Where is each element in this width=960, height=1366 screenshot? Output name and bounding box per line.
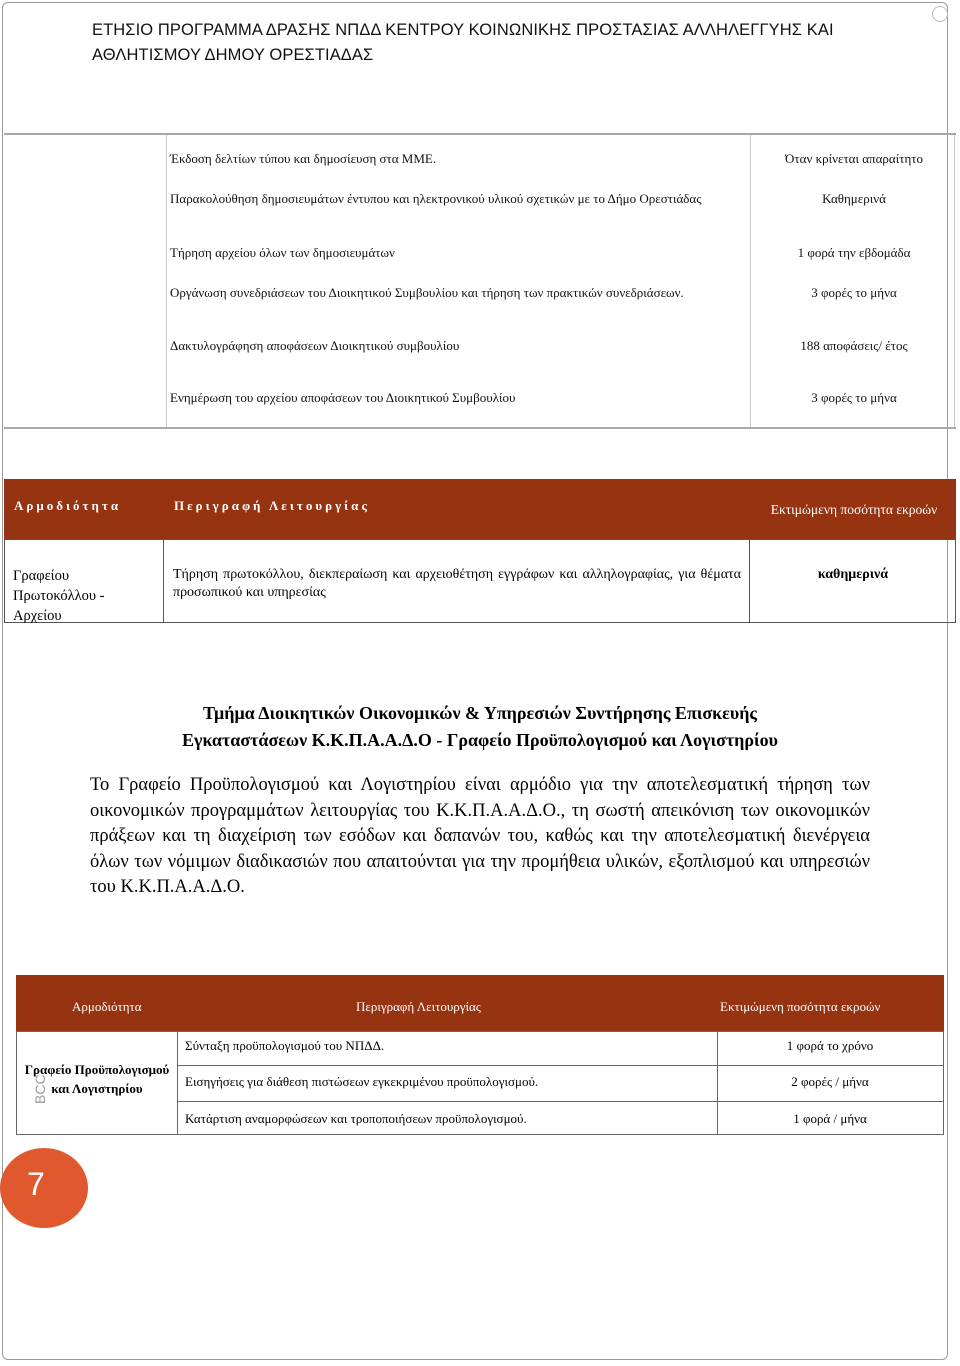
protocol-table-header bbox=[4, 479, 956, 539]
table-row-task: Δακτυλογράφηση αποφάσεων Διοικητικού συμβουλίου bbox=[170, 338, 460, 353]
table-row-frequency: 188 αποφάσεις/ έτος bbox=[800, 338, 908, 353]
table-row-task: Ενημέρωση του αρχείου αποφάσεων του Διοικητικού Συμβουλίου bbox=[170, 390, 516, 405]
section-title-line-1: Τμήμα Διοικητικών Οικονομικών & Υπηρεσιών Συντήρησης Επισκευής bbox=[202, 703, 758, 723]
column-divider bbox=[954, 135, 955, 427]
task-description: Τήρηση πρωτοκόλλου, διεκπεραίωση και αρχειοθέτηση εγγράφων και αλληλογραφίας, για θέματα προσωπικού και υπηρεσίας bbox=[173, 567, 741, 600]
section-title bbox=[90, 700, 870, 754]
document-header bbox=[92, 18, 892, 68]
section-title-line-2: Εγκαταστάσεων Κ.Κ.Π.Α.Α.Δ.Ο - Γραφείο Προϋπολογισμού και Λογιστηρίου bbox=[182, 730, 778, 750]
row-divider bbox=[177, 1065, 943, 1066]
header-line-1: ΕΤΗΣΙΟ ΠΡΟΓΡΑΜΜΑ ΔΡΑΣΗΣ ΝΠΔΔ ΚΕΝΤΡΟΥ ΚΟΙΝΩΝΙΚΗΣ ΠΡΟΣΤΑΣΙΑΣ ΑΛΛΗΛΕΓΓΥΗΣ ΚΑΙ bbox=[92, 21, 834, 39]
table-row-frequency: 1 φορά την εβδομάδα bbox=[797, 245, 911, 260]
table-row-task: Παρακολούθηση δημοσιευμάτων έντυπου και ηλεκτρονικού υλικού σχετικών με το Δήμο Ορεστιάδας bbox=[170, 191, 702, 206]
corner-circle-icon bbox=[932, 6, 948, 22]
table-row-frequency: 3 φορές το μήνα bbox=[811, 390, 897, 405]
column-header-description: Περιγραφή Λειτουργίας bbox=[174, 498, 370, 513]
task-frequency: καθημερινά bbox=[817, 567, 889, 582]
table-row-frequency: 3 φορές το μήνα bbox=[811, 285, 897, 300]
section-paragraph: Το Γραφείο Προϋπολογισμού και Λογιστηρίου είναι αρμόδιο για την αποτελεσματική τήρηση των οικονομικών προγραμμάτων λειτουργίας του Κ.Κ.Π.Α.Α.Δ.Ο., τη σωστή απεικόνιση των οικονομικών πράξεων και τη διαχείριση των εσόδων και δαπανών του, καθώς και την αποτελεσματική διενέργεια όλων των νόμιμων διαδικασιών που απαιτούνται για την προμήθεια υλικών, εξοπλισμού και υπηρεσιών του Κ.Κ.Π.Α.Α.Δ.Ο. bbox=[90, 775, 870, 897]
budget-table-header bbox=[16, 975, 944, 1031]
column-divider bbox=[750, 135, 751, 427]
budget-table-body bbox=[16, 1031, 944, 1135]
table-row-task: Σύνταξη προϋπολογισμού του ΝΠΔΔ. bbox=[185, 1038, 385, 1053]
column-header-responsibility: Αρμοδιότητα bbox=[14, 498, 122, 513]
bcc-watermark: BCC bbox=[32, 1074, 48, 1104]
column-header-description: Περιγραφή Λειτουργίας bbox=[356, 999, 481, 1014]
table-row-frequency: 2 φορές / μήνα bbox=[791, 1074, 869, 1089]
protocol-table-row bbox=[4, 539, 956, 623]
column-header-output: Εκτιμώμενη ποσότητα εκροών bbox=[720, 999, 881, 1014]
table-row-frequency: 1 φορά το χρόνο bbox=[786, 1038, 874, 1053]
column-header-responsibility: Αρμοδιότητα bbox=[72, 999, 142, 1014]
table-row-task: Τήρηση αρχείου όλων των δημοσιευμάτων bbox=[170, 245, 395, 260]
column-divider bbox=[166, 135, 167, 427]
table-row-task: Εισηγήσεις για διάθεση πιστώσεων εγκεκριμένου προϋπολογισμού. bbox=[185, 1074, 539, 1089]
column-header-output: Εκτιμώμενη ποσότητα εκροών bbox=[770, 502, 938, 517]
row-divider bbox=[177, 1101, 943, 1102]
table-row-task: Έκδοση δελτίων τύπου και δημοσίευση στα ΜΜΕ. bbox=[170, 151, 437, 166]
unit-name: Γραφείο Προϋπολογισμού και Λογιστηρίου bbox=[24, 1062, 170, 1096]
table-row-frequency: Καθημερινά bbox=[822, 191, 886, 206]
press-activities-table bbox=[4, 133, 956, 429]
table-row-task: Κατάρτιση αναμορφώσεων και τροποποιήσεων προϋπολογισμού. bbox=[185, 1111, 527, 1126]
page-number-badge bbox=[0, 1148, 88, 1228]
table-row-task: Οργάνωση συνεδριάσεων του Διοικητικού Συμβουλίου και τήρηση των πρακτικών συνεδριάσεων. bbox=[170, 285, 684, 300]
table-row-frequency: Όταν κρίνεται απαραίτητο bbox=[785, 151, 923, 166]
page-number: 7 bbox=[27, 1166, 45, 1202]
header-line-2: ΑΘΛΗΤΙΣΜΟΥ ΔΗΜΟΥ ΟΡΕΣΤΙΑΔΑΣ bbox=[92, 46, 374, 64]
unit-name: Γραφείου Πρωτοκόλλου - Αρχείου bbox=[13, 568, 105, 624]
table-row-frequency: 1 φορά / μήνα bbox=[793, 1111, 867, 1126]
